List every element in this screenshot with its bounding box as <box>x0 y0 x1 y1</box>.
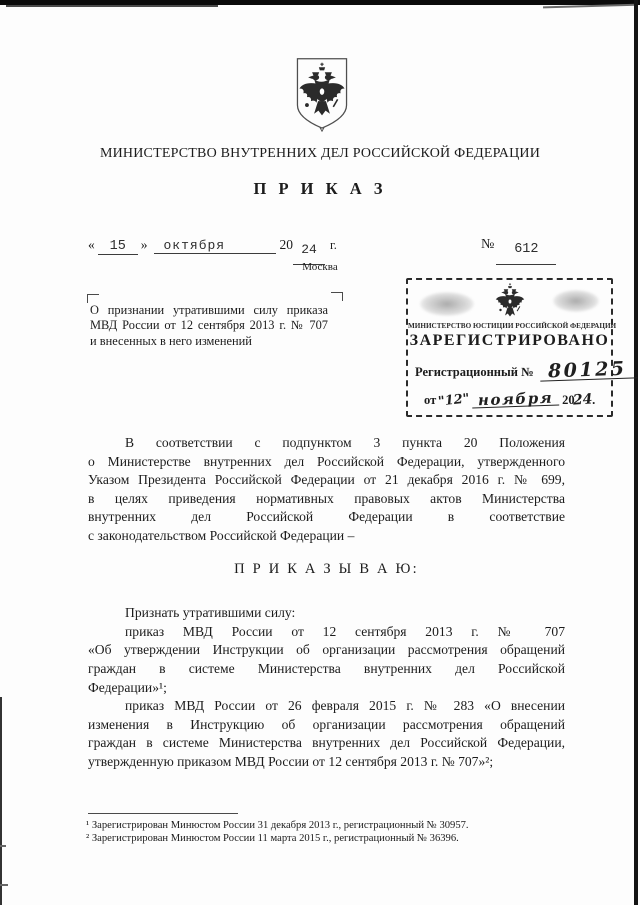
body-line: утвержденную приказом МВД России от 12 сентября 2013 г. № 707»²; <box>88 753 494 769</box>
day-field: 15 <box>98 239 138 255</box>
footnote: ² Зарегистрирован Минюстом России 11 марта 2015 г., регистрационный № 36396. <box>86 833 459 845</box>
preamble-line: в целях приведения нормативных правовых актов Министерства <box>88 490 565 506</box>
minjust-eagle-icon <box>494 283 526 320</box>
order-subject <box>90 303 328 349</box>
stamp-registered-word: ЗАРЕГИСТРИРОВАНО <box>409 332 610 349</box>
footnotes <box>86 819 572 846</box>
corner-mark-left <box>87 294 99 303</box>
document-type-title: П Р И К А З <box>253 179 387 198</box>
reg-number-handwritten: 80125 <box>539 360 636 381</box>
quote-close: » <box>140 237 148 252</box>
year-field: 24 <box>293 244 325 265</box>
body-line: «Об утверждении Инструкции об организации рассмотрения обращений <box>88 642 565 658</box>
stamp-smudge-left <box>420 292 474 316</box>
stamp-month-handwritten: ноября <box>472 390 560 408</box>
body-line: граждан в системе Министерства внутренних дел Российской Федерации, <box>88 735 565 751</box>
stamp-year-prefix: 20 <box>562 393 575 407</box>
quote-open: « <box>88 237 95 252</box>
subject-line: и внесенных в него изменений <box>90 333 252 348</box>
subject-line: МВД России от 12 сентября 2013 г. № 707 <box>90 318 328 333</box>
russia-coat-of-arms-icon <box>291 56 353 132</box>
footnote-separator <box>88 813 238 814</box>
stamp-smudge-right <box>553 290 599 312</box>
stamp-date-line <box>424 388 596 410</box>
number-sign: № <box>481 237 495 252</box>
scan-artifact-tick <box>0 884 8 886</box>
year-suffix: г. <box>330 238 337 252</box>
minjust-registration-stamp <box>406 278 627 417</box>
corner-mark-right <box>331 292 343 301</box>
stamp-registration-number-line <box>415 357 636 383</box>
command-word: П Р И К А З Ы В А Ю: <box>234 560 419 577</box>
footnote: ¹ Зарегистрирован Минюстом России 31 декабря 2013 г., регистрационный № 30957. <box>86 820 469 831</box>
reg-number-label: Регистрационный № <box>415 365 534 379</box>
preamble-line: о Министерстве внутренних дел Российской Федерации, утвержденного <box>88 453 565 469</box>
body-paragraph: Признать утратившими силу: <box>125 605 296 621</box>
order-body <box>88 434 565 772</box>
city-label: Москва <box>302 261 338 273</box>
body-line: изменения в Инструкцию об организации рассмотрения обращений <box>88 716 565 732</box>
stamp-date-prefix: от <box>424 393 437 407</box>
stamp-day-handwritten: "12" <box>437 391 471 410</box>
body-line: Федерации»¹; <box>88 679 167 695</box>
stamp-date-end: . <box>592 393 596 407</box>
year-prefix: 20 <box>279 237 293 252</box>
body-line: граждан в системе Министерства внутренних дел Российской <box>88 660 565 676</box>
preamble-line: В соответствии с подпунктом 3 пункта 20 Положения <box>125 435 565 450</box>
scan-artifact-left-edge <box>0 697 2 905</box>
body-line: приказ МВД России от 26 февраля 2015 г. № 283 «О внесении <box>125 698 565 714</box>
body-line: приказ МВД России от 12 сентября 2013 г. № 707 <box>125 623 565 639</box>
stamp-year-handwritten: 24 <box>572 391 593 409</box>
preamble-line: внутренних дел Российской Федерации в соответствие <box>88 509 565 525</box>
month-field: октября <box>154 238 276 254</box>
scan-artifact-right-edge <box>634 0 638 905</box>
subject-line: О признании утратившими силу приказа <box>90 303 328 317</box>
preamble-line: с законодательством Российской Федерации – <box>88 527 355 543</box>
order-number-value: 612 <box>496 244 556 265</box>
scan-artifact-line <box>6 5 218 7</box>
issuing-ministry-title: МИНИСТЕРСТВО ВНУТРЕННИХ ДЕЛ РОССИЙСКОЙ ФЕДЕРАЦИИ <box>99 146 541 161</box>
preamble-line: Указом Президента Российской Федерации от 21 декабря 2016 г. № 699, <box>88 472 565 488</box>
scan-artifact-tick <box>0 845 6 847</box>
stamp-ministry-line: МИНИСТЕРСТВО ЮСТИЦИИ РОССИЙСКОЙ ФЕДЕРАЦИИ <box>408 322 617 330</box>
